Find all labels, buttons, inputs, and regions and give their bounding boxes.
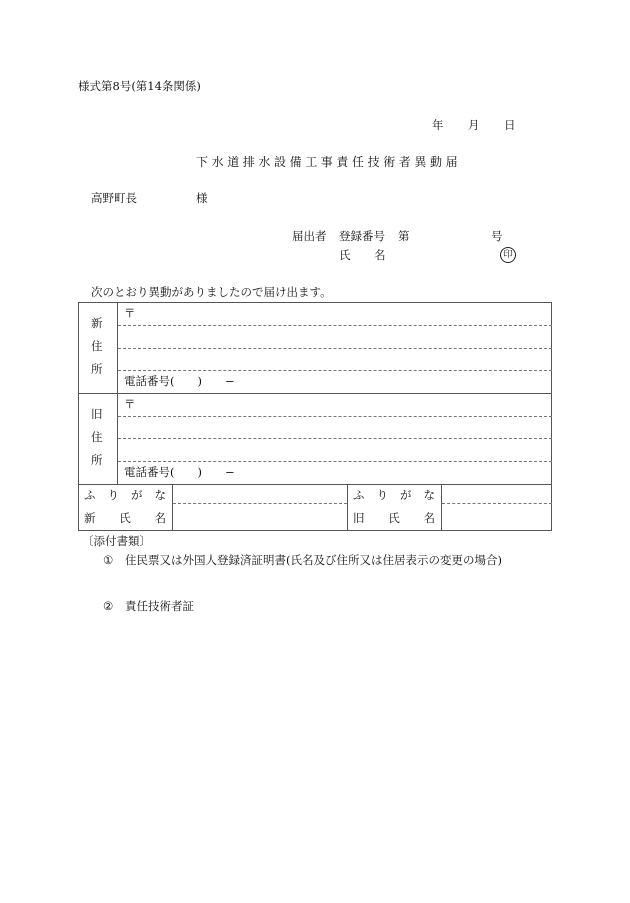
label-char: ふ: [353, 488, 365, 502]
addressee-name: 高野町長: [91, 191, 137, 205]
label-char: 名: [423, 511, 435, 525]
divider: [172, 484, 173, 531]
old-name-label: [353, 513, 435, 525]
old-address-label-3: 所: [91, 453, 103, 467]
dotted-line: [118, 370, 552, 371]
divider: [78, 484, 552, 485]
dotted-line: [118, 416, 552, 417]
label-char: ふ: [84, 488, 96, 502]
attachment-number: ①: [103, 553, 114, 567]
new-address-label-1: 新: [91, 316, 103, 330]
divider: [117, 302, 118, 484]
applicant-label: 届出者: [292, 229, 327, 243]
new-address-label-2: 住: [91, 339, 103, 353]
old-address-label-1: 旧: [91, 407, 103, 421]
attachment-text: 住民票又は外国人登録済証明書(氏名及び住所又は住居表示の変更の場合): [125, 553, 502, 567]
date-year: 年: [432, 118, 444, 132]
old-postal-mark: 〒: [124, 397, 136, 411]
date-month: 月: [468, 118, 480, 132]
dotted-line: [118, 461, 552, 462]
dotted-line: [173, 503, 347, 504]
attachment-number: ②: [103, 599, 114, 613]
new-address-label-3: 所: [91, 362, 103, 376]
divider: [441, 484, 442, 531]
divider: [347, 484, 348, 531]
dotted-line: [118, 438, 552, 439]
old-phone-label: 電話番号( ) −: [124, 465, 235, 479]
name-label-1: 氏: [339, 248, 351, 262]
registration-suffix: 号: [491, 229, 503, 243]
label-char: り: [376, 488, 388, 502]
old-address-label-2: 住: [91, 430, 103, 444]
document-title: 下水道排水設備工事責任技術者異動届: [196, 155, 462, 169]
label-char: な: [154, 488, 166, 502]
new-furigana-label: [84, 490, 166, 502]
new-name-label: [84, 513, 166, 525]
registration-label: 登録番号: [339, 229, 385, 243]
form-number: 様式第8号(第14条関係): [78, 79, 201, 93]
label-char: 名: [154, 511, 166, 525]
attachment-text: 責任技術者証: [125, 599, 194, 613]
new-phone-label: 電話番号( ) −: [124, 374, 235, 388]
attachments-heading: 〔添付書類〕: [82, 534, 151, 548]
label-char: り: [107, 488, 119, 502]
intro-text: 次のとおり異動がありましたので届け出ます。: [91, 285, 332, 299]
old-furigana-label: [353, 490, 435, 502]
registration-prefix: 第: [398, 229, 410, 243]
date-day: 日: [504, 118, 516, 132]
seal-mark: 印: [500, 247, 516, 263]
label-char: 新: [84, 511, 96, 525]
label-char: 氏: [119, 511, 131, 525]
dotted-line: [442, 503, 552, 504]
new-postal-mark: 〒: [124, 306, 136, 320]
name-label-2: 名: [374, 248, 386, 262]
label-char: 旧: [353, 511, 365, 525]
dotted-line: [118, 348, 552, 349]
label-char: が: [400, 488, 412, 502]
addressee-honorific: 様: [196, 191, 208, 205]
dotted-line: [118, 325, 552, 326]
label-char: が: [131, 488, 143, 502]
label-char: な: [423, 488, 435, 502]
label-char: 氏: [388, 511, 400, 525]
divider: [78, 393, 552, 394]
